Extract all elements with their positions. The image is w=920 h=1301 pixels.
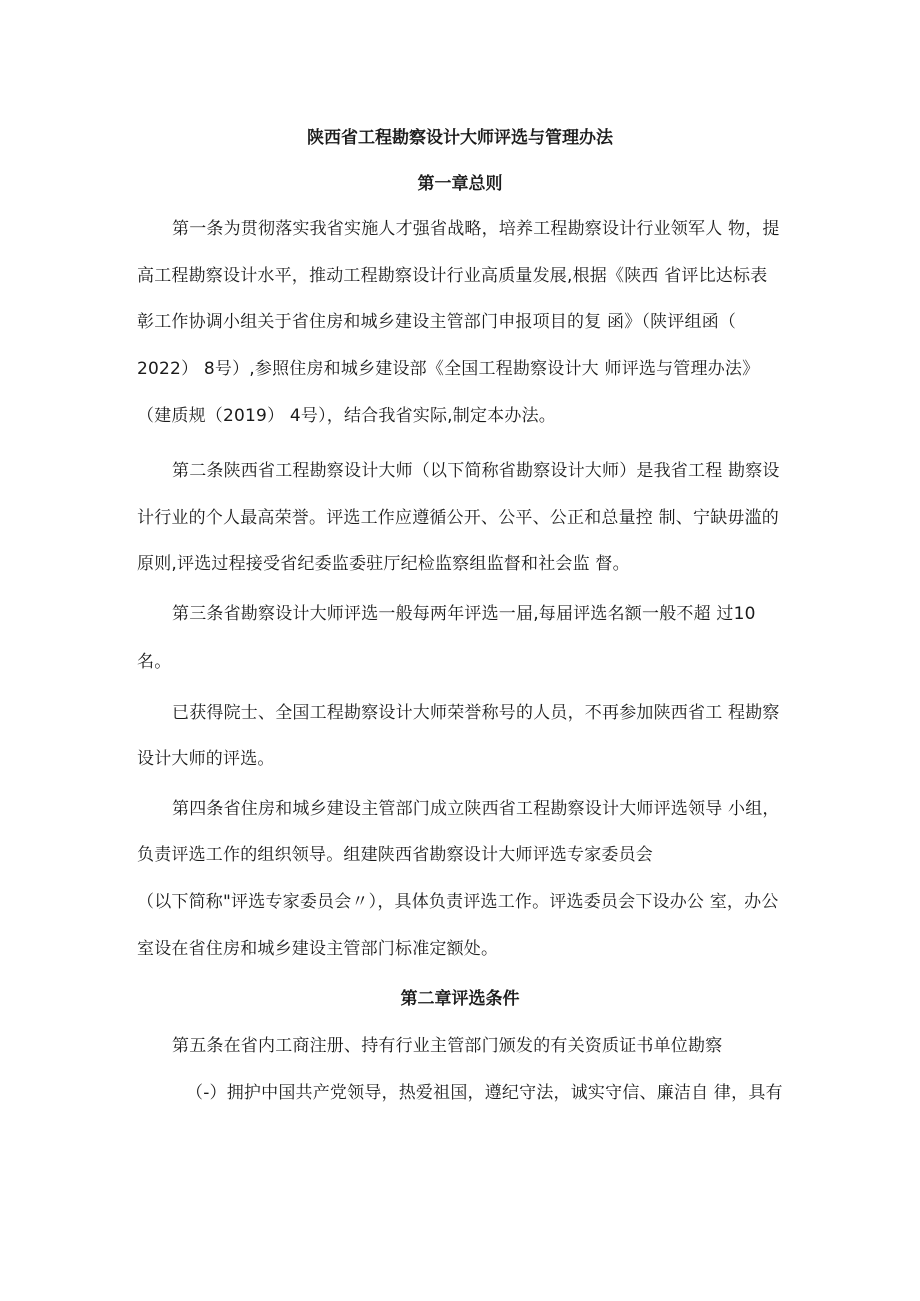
chapter-heading-1: 第一章总则 [417,174,503,194]
paragraph-line: 室设在省住房和城乡建设主管部门标准定额处。 [137,939,499,959]
paragraph-line: 第四条省住房和城乡建设主管部门成立陕西省工程勘察设计大师评选领导 小组， [172,799,780,819]
paragraph-line: 第二条陕西省工程勘察设计大师（以下简称省勘察设计大师）是我省工程 勘察设 [172,461,780,481]
paragraph-line: 第三条省勘察设计大师评选一般每两年评选一届,每届评选名额一般不超 过10 [172,604,756,624]
paragraph-line: 名。 [137,652,172,672]
paragraph-line: （-）拥护中国共产党领导，热爱祖国，遵纪守法，诚实守信、廉洁自 律，具有 [186,1083,783,1103]
paragraph-line: 高工程勘察设计水平，推动工程勘察设计行业高质量发展,根据《陕西 省评比达标表 [137,266,768,286]
paragraph-line: 彰工作协调小组关于省住房和城乡建设主管部门申报项目的复 函》（陕评组函（ [137,312,737,332]
document-title: 陕西省工程勘察设计大师评选与管理办法 [307,128,613,148]
paragraph-line: 2022） 8号）,参照住房和城乡建设部《全国工程勘察设计大 师评选与管理办法》 [137,359,760,379]
paragraph-line: 设计大师的评选。 [137,749,275,769]
chapter-heading-2: 第二章评选条件 [400,989,520,1009]
paragraph-line: 计行业的个人最高荣誉。评选工作应遵循公开、公平、公正和总量控 制、宁缺毋滥的 [137,508,780,528]
paragraph-line: 负责评选工作的组织领导。组建陕西省勘察设计大师评选专家委员会 [137,845,653,865]
paragraph-line: （建质规（2019） 4号），结合我省实际,制定本办法。 [137,406,556,426]
paragraph-line: （以下简称"评选专家委员会〃），具体负责评选工作。评选委员会下设办公 室，办公 [137,892,779,912]
paragraph-line: 第一条为贯彻落实我省实施人才强省战略，培养工程勘察设计行业领军人 物，提 [172,219,780,239]
paragraph-line: 原则,评选过程接受省纪委监委驻厅纪检监察组监督和社会监 督。 [137,554,630,574]
paragraph-line: 第五条在省内工商注册、持有行业主管部门颁发的有关资质证书单位勘察 [172,1036,723,1056]
paragraph-line: 已获得院士、全国工程勘察设计大师荣誉称号的人员，不再参加陕西省工 程勘察 [172,703,780,723]
